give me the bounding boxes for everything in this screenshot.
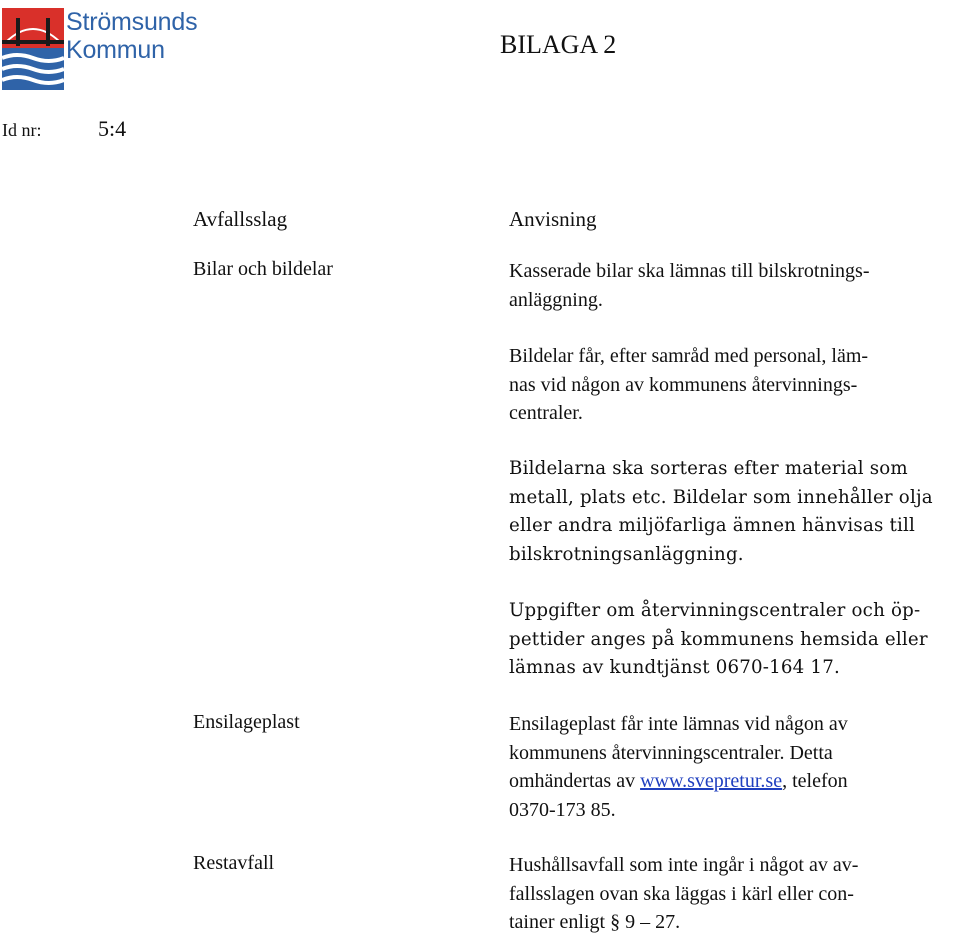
text-line: tainer enligt § 9 – 27.: [509, 911, 681, 934]
text-line: Hushållsavfall som inte ingår i något av av-: [509, 854, 859, 876]
text-line: Ensilageplast får inte lämnas vid någon av: [509, 713, 848, 735]
category-residual-waste: Restavfall: [193, 852, 275, 874]
text-line: centraler.: [509, 402, 583, 425]
text-line: metall, plats etc. Bildelar som innehåller olja: [509, 486, 933, 508]
text-line: eller andra miljöfarliga ämnen hänvisas till: [509, 515, 916, 537]
text-line: [509, 767, 957, 796]
text-line: Kasserade bilar ska lämnas till bilskrotnings-: [509, 260, 870, 282]
instruction-paragraph: [509, 710, 957, 824]
svepretur-link[interactable]: www.svepretur.se: [640, 770, 783, 793]
category-silage-plastic: Ensilageplast: [193, 711, 300, 733]
text-line: fallsslagen ovan ska läggas i kärl eller con-: [509, 882, 854, 905]
text-line: lämnas av kundtjänst 0670-164 17.: [509, 657, 840, 679]
text-line: Uppgifter om återvinningscentraler och öp-: [509, 600, 921, 621]
municipality-logo: [0, 6, 200, 92]
logo-text-line1: Strömsunds: [66, 8, 198, 36]
text-line: nas vid någon av kommunens återvinnings-: [509, 373, 858, 396]
text-line: bilskrotningsanläggning.: [509, 543, 744, 565]
text-line: pettider anges på kommunens hemsida eller: [509, 628, 928, 650]
page-title: BILAGA 2: [500, 30, 617, 59]
column-header-waste-type: Avfallsslag: [193, 207, 288, 231]
instruction-paragraph: [509, 342, 957, 428]
text-line: Bildelar får, efter samråd med personal, läm-: [509, 345, 869, 367]
logo-text-line2: Kommun: [66, 36, 165, 64]
id-value: 5:4: [98, 116, 127, 141]
column-header-instruction: Anvisning: [509, 207, 597, 231]
text-fragment: , telefon: [782, 770, 848, 793]
text-line: kommunens återvinningscentraler. Detta: [509, 741, 833, 764]
category-cars: Bilar och bildelar: [193, 258, 333, 280]
id-label: Id nr:: [2, 120, 42, 140]
instruction-paragraph: [509, 257, 957, 314]
text-line: Bildelarna ska sorteras efter material som: [509, 458, 908, 479]
instruction-paragraph: [509, 455, 957, 569]
text-line: anläggning.: [509, 288, 603, 311]
instruction-paragraph: [509, 597, 957, 683]
bridge-waves-icon: [2, 8, 64, 90]
text-line: 0370-173 85.: [509, 798, 616, 821]
text-fragment: omhändertas av: [509, 770, 641, 793]
instruction-paragraph: [509, 851, 957, 937]
